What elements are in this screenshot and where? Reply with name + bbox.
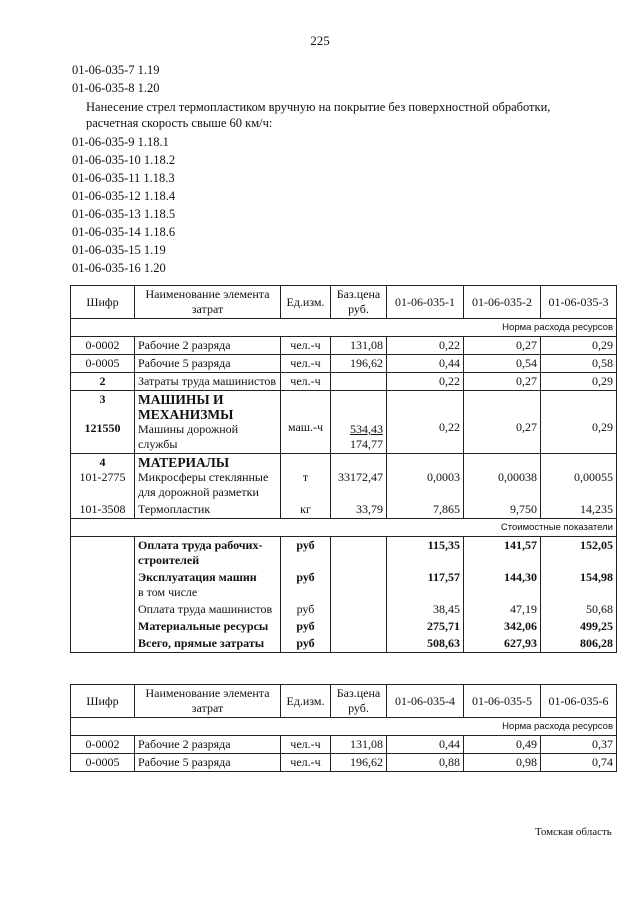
table-header-row bbox=[71, 685, 617, 718]
cell-price: 131,08 bbox=[331, 736, 387, 754]
resource-name: Микросферы стеклянные для дорожной разметки bbox=[138, 470, 269, 499]
cell-value: 0,27 bbox=[464, 391, 541, 454]
header-cipher: Шифр bbox=[71, 286, 135, 319]
code-line: 01-06-035-13 1.18.5 bbox=[72, 207, 176, 221]
summary-value: 154,98 bbox=[541, 569, 617, 601]
summary-row bbox=[71, 618, 617, 635]
code-line: 01-06-035-9 1.18.1 bbox=[72, 135, 169, 149]
cost-table-1 bbox=[70, 285, 617, 653]
cell-value: 0,58 bbox=[541, 355, 617, 373]
cell-unit: чел.-ч bbox=[281, 373, 331, 391]
cell-unit: чел.-ч bbox=[281, 754, 331, 772]
cell-value: 0,44 bbox=[387, 355, 464, 373]
cell-price: 196,62 bbox=[331, 355, 387, 373]
summary-name: Материальные ресурсы bbox=[135, 618, 281, 635]
header-col: 01-06-035-4 bbox=[387, 685, 464, 718]
summary-value: 38,45 bbox=[387, 601, 464, 618]
cell-unit: т bbox=[281, 454, 331, 502]
cell-unit: кг bbox=[281, 501, 331, 519]
header-base-price: Баз.цена руб. bbox=[331, 286, 387, 319]
table-row bbox=[71, 355, 617, 373]
cell-unit: чел.-ч bbox=[281, 355, 331, 373]
cell-value: 0,00055 bbox=[541, 454, 617, 502]
table-row bbox=[71, 501, 617, 519]
cost-indicators-label: Стоимостные показатели bbox=[71, 519, 617, 537]
summary-value: 152,05 bbox=[541, 537, 617, 570]
summary-row bbox=[71, 537, 617, 570]
summary-unit: руб bbox=[281, 601, 331, 618]
code-line: 01-06-035-16 1.20 bbox=[72, 261, 166, 275]
cell-code: 2 bbox=[71, 373, 135, 391]
cell-unit: чел.-ч bbox=[281, 337, 331, 355]
code-list bbox=[72, 61, 586, 277]
resource-code: 101-2775 bbox=[79, 470, 126, 484]
page-number: 225 bbox=[310, 33, 330, 48]
cell-value: 9,750 bbox=[464, 501, 541, 519]
table-row bbox=[71, 454, 617, 502]
cell-name bbox=[135, 391, 281, 454]
cell-name: Затраты труда машинистов bbox=[135, 373, 281, 391]
cell-price: 131,08 bbox=[331, 337, 387, 355]
cell-value: 7,865 bbox=[387, 501, 464, 519]
summary-name: Оплата труда рабочих-строителей bbox=[135, 537, 281, 570]
summary-value: 47,19 bbox=[464, 601, 541, 618]
cell-unit: чел.-ч bbox=[281, 736, 331, 754]
table-header-row bbox=[71, 286, 617, 319]
cell-code bbox=[71, 391, 135, 454]
cell-value: 0,27 bbox=[464, 337, 541, 355]
section-number: 4 bbox=[99, 455, 106, 469]
cell-price bbox=[331, 391, 387, 454]
description-paragraph: Нанесение стрел термопластиком вручную на покрытие без поверхностной обработки, расчетная скорость свыше 60 км/ч: bbox=[86, 100, 551, 130]
cell-value: 0,44 bbox=[387, 736, 464, 754]
cell-value: 0,29 bbox=[541, 373, 617, 391]
cell-name bbox=[135, 454, 281, 502]
cell-value: 0,22 bbox=[387, 391, 464, 454]
cell-name: Рабочие 2 разряда bbox=[135, 736, 281, 754]
header-col: 01-06-035-2 bbox=[464, 286, 541, 319]
summary-value: 275,71 bbox=[387, 618, 464, 635]
summary-name: Оплата труда машинистов bbox=[135, 601, 281, 618]
cell-price: 33,79 bbox=[331, 501, 387, 519]
header-cipher: Шифр bbox=[71, 685, 135, 718]
code-line: 01-06-035-15 1.19 bbox=[72, 243, 166, 257]
header-name: Наименование элемента затрат bbox=[135, 286, 281, 319]
summary-value: 806,28 bbox=[541, 635, 617, 653]
section-title: МАТЕРИАЛЫ bbox=[138, 455, 230, 470]
cell-name: Рабочие 2 разряда bbox=[135, 337, 281, 355]
code-line: 01-06-035-12 1.18.4 bbox=[72, 189, 176, 203]
norm-label: Норма расхода ресурсов bbox=[71, 319, 617, 337]
cell-value: 0,27 bbox=[464, 373, 541, 391]
header-col: 01-06-035-5 bbox=[464, 685, 541, 718]
header-col: 01-06-035-3 bbox=[541, 286, 617, 319]
cell-name: Термопластик bbox=[135, 501, 281, 519]
summary-value: 499,25 bbox=[541, 618, 617, 635]
norm-label: Норма расхода ресурсов bbox=[71, 718, 617, 736]
code-line: 01-06-035-7 1.19 bbox=[72, 63, 160, 77]
code-line: 01-06-035-10 1.18.2 bbox=[72, 153, 176, 167]
header-unit: Ед.изм. bbox=[281, 685, 331, 718]
summary-value: 50,68 bbox=[541, 601, 617, 618]
section-title: МАШИНЫ И МЕХАНИЗМЫ bbox=[138, 392, 234, 422]
summary-name bbox=[135, 569, 281, 601]
summary-value: 117,57 bbox=[387, 569, 464, 601]
cell-value: 0,22 bbox=[387, 373, 464, 391]
table-row bbox=[71, 754, 617, 772]
cell-value: 0,88 bbox=[387, 754, 464, 772]
header-col: 01-06-035-6 bbox=[541, 685, 617, 718]
price-b: 174,77 bbox=[350, 437, 383, 451]
table-row bbox=[71, 373, 617, 391]
cell-value: 0,74 bbox=[541, 754, 617, 772]
cell-value: 0,0003 bbox=[387, 454, 464, 502]
code-line: 01-06-035-14 1.18.6 bbox=[72, 225, 176, 239]
cell-price: 196,62 bbox=[331, 754, 387, 772]
code-line: 01-06-035-11 1.18.3 bbox=[72, 171, 175, 185]
cell-value: 0,49 bbox=[464, 736, 541, 754]
summary-sub: в том числе bbox=[138, 585, 198, 599]
cell-value: 0,29 bbox=[541, 391, 617, 454]
summary-value: 141,57 bbox=[464, 537, 541, 570]
table-row bbox=[71, 391, 617, 454]
header-unit: Ед.изм. bbox=[281, 286, 331, 319]
cell-value: 0,98 bbox=[464, 754, 541, 772]
header-name: Наименование элемента затрат bbox=[135, 685, 281, 718]
summary-unit: руб bbox=[281, 635, 331, 653]
summary-value: 342,06 bbox=[464, 618, 541, 635]
cell-code bbox=[71, 454, 135, 502]
cell-code: 0-0002 bbox=[71, 337, 135, 355]
cell-code: 0-0005 bbox=[71, 355, 135, 373]
header-col: 01-06-035-1 bbox=[387, 286, 464, 319]
cell-name: Рабочие 5 разряда bbox=[135, 355, 281, 373]
summary-unit: руб bbox=[281, 537, 331, 570]
cost-table-2 bbox=[70, 684, 617, 772]
summary-row bbox=[71, 569, 617, 601]
cell-unit: маш.-ч bbox=[281, 391, 331, 454]
table-row bbox=[71, 337, 617, 355]
resource-code: 121550 bbox=[84, 421, 121, 435]
cell-value: 0,22 bbox=[387, 337, 464, 355]
section-number: 3 bbox=[99, 392, 106, 406]
summary-unit: руб bbox=[281, 618, 331, 635]
summary-name: Всего, прямые затраты bbox=[135, 635, 281, 653]
summary-value: 627,93 bbox=[464, 635, 541, 653]
code-line: 01-06-035-8 1.20 bbox=[72, 81, 160, 95]
cell-name: Рабочие 5 разряда bbox=[135, 754, 281, 772]
cell-value: 0,37 bbox=[541, 736, 617, 754]
cell-value: 0,54 bbox=[464, 355, 541, 373]
summary-value: 115,35 bbox=[387, 537, 464, 570]
summary-value: 144,30 bbox=[464, 569, 541, 601]
header-base-price: Баз.цена руб. bbox=[331, 685, 387, 718]
resource-name: Машины дорожной службы bbox=[138, 422, 239, 451]
summary-value: 508,63 bbox=[387, 635, 464, 653]
cell-price-empty bbox=[331, 373, 387, 391]
cell-value: 0,29 bbox=[541, 337, 617, 355]
cell-value: 14,235 bbox=[541, 501, 617, 519]
region-footer: Томская область bbox=[535, 826, 612, 838]
cell-value: 0,00038 bbox=[464, 454, 541, 502]
cell-code: 0-0005 bbox=[71, 754, 135, 772]
cell-price: 33172,47 bbox=[331, 454, 387, 502]
summary-title: Эксплуатация машин bbox=[138, 570, 257, 584]
price-a: 534,43 bbox=[350, 422, 383, 436]
summary-row bbox=[71, 601, 617, 618]
cell-code: 101-3508 bbox=[71, 501, 135, 519]
summary-row bbox=[71, 635, 617, 653]
summary-unit: руб bbox=[281, 569, 331, 601]
table-row bbox=[71, 736, 617, 754]
cell-code: 0-0002 bbox=[71, 736, 135, 754]
